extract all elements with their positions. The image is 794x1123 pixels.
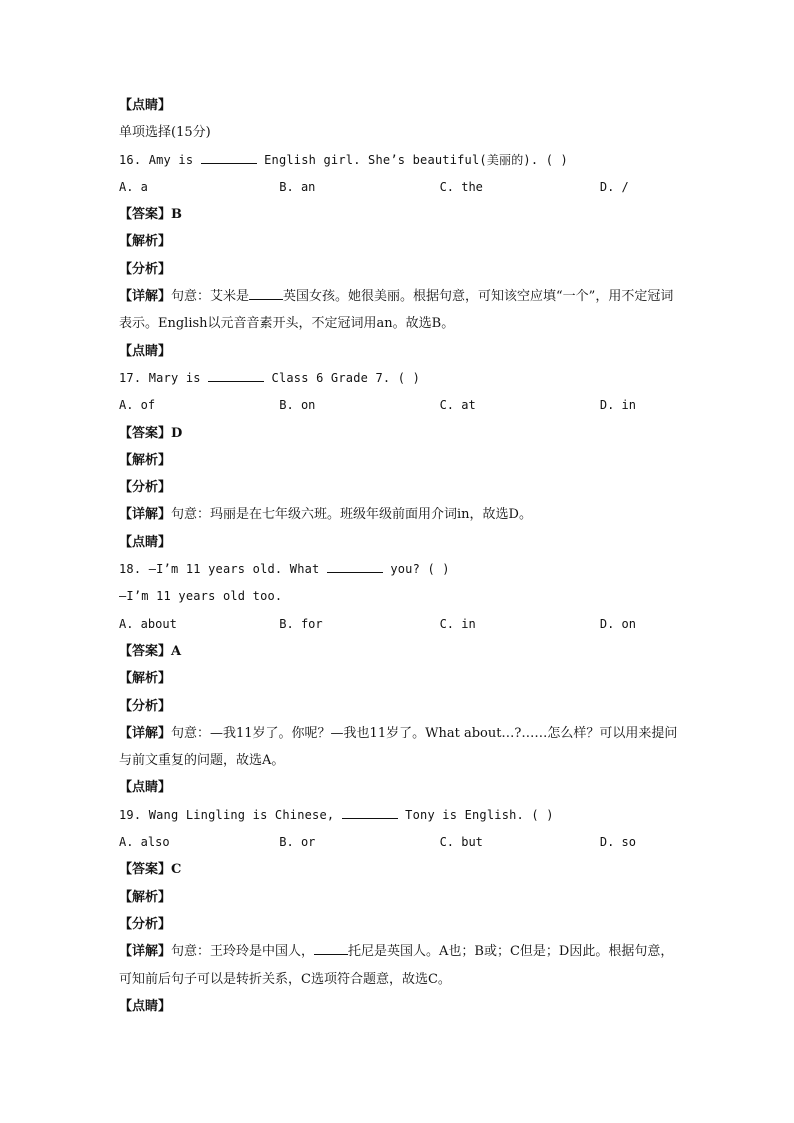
answer-blank [249,287,283,300]
question-17-stem: 17. Mary is Class 6 Grade 7. ( ) [119,370,421,385]
option-d: D. / [599,179,629,194]
xiangjie-paragraph: 【详解】句意：艾米是 英国女孩。她很美丽。根据句意，可知该空应填“一个”，用不定冠词表示。English以元音音素开头，不定冠词用an。故选B。 [119,289,674,332]
question-19-stem: 19. Wang Lingling is Chinese, Tony is English. ( ) [119,807,554,822]
dianjing-heading: 【点睛】 [119,998,172,1014]
option-c: C. at [439,398,476,413]
question-18-options [119,611,679,638]
answer-line: 【答案】B [119,207,182,223]
document-page [119,92,679,1020]
answer-blank [208,369,264,382]
question-18-stem: 18. —I’m 11 years old. What you? ( ) [119,562,450,577]
jiexi-heading: 【解析】 [119,452,172,468]
answer-blank [327,560,383,573]
answer-blank [201,151,257,164]
jiexi-heading: 【解析】 [119,889,172,905]
option-a: A. of [119,398,156,413]
answer-line: 【答案】D [119,425,183,441]
option-b: B. for [279,616,323,631]
question-18-stem-reply: —I’m 11 years old too. [119,589,283,604]
question-16-options [119,174,679,201]
answer-blank [342,806,398,819]
question-19-options [119,829,679,856]
option-d: D. on [599,616,636,631]
option-b: B. or [279,835,316,850]
xiangjie-paragraph: 【详解】句意：玛丽是在七年级六班。班级年级前面用介词in，故选D。 [119,507,532,523]
xiangjie-paragraph: 【详解】句意：—我11岁了。你呢？—我也11岁了。What about…?……怎么样？可以用来提问与前文重复的问题，故选A。 [119,725,678,769]
question-17-options [119,392,679,419]
option-b: B. an [279,179,316,194]
option-d: D. so [599,835,636,850]
dianjing-heading: 【点睛】 [119,343,172,359]
jiexi-heading: 【解析】 [119,671,172,687]
fenxi-heading: 【分析】 [119,916,172,932]
section-title: 单项选择(15分) [119,125,211,141]
option-a: A. also [119,835,170,850]
option-a: A. a [119,179,148,194]
jiexi-heading: 【解析】 [119,234,172,250]
fenxi-heading: 【分析】 [119,480,172,496]
dianjing-heading: 【点睛】 [119,780,172,796]
dianjing-heading: 【点睛】 [119,534,172,550]
answer-line: 【答案】A [119,643,182,659]
xiangjie-paragraph: 【详解】句意：王玲玲是中国人， 托尼是英国人。A也；B或；C但是；D因此。根据句意，可知前后句子可以是转折关系，C选项符合题意，故选C。 [119,944,674,987]
option-c: C. the [439,179,483,194]
option-b: B. on [279,398,316,413]
option-c: C. but [439,835,483,850]
option-c: C. in [439,616,476,631]
question-16-stem: 16. Amy is English girl. She’s beautiful(美丽的). ( ) [119,152,568,167]
option-a: A. about [119,616,177,631]
dianjing-heading: 【点睛】 [119,98,172,113]
fenxi-heading: 【分析】 [119,261,172,277]
answer-blank [314,942,348,955]
fenxi-heading: 【分析】 [119,698,172,714]
option-d: D. in [599,398,636,413]
answer-line: 【答案】C [119,862,182,878]
